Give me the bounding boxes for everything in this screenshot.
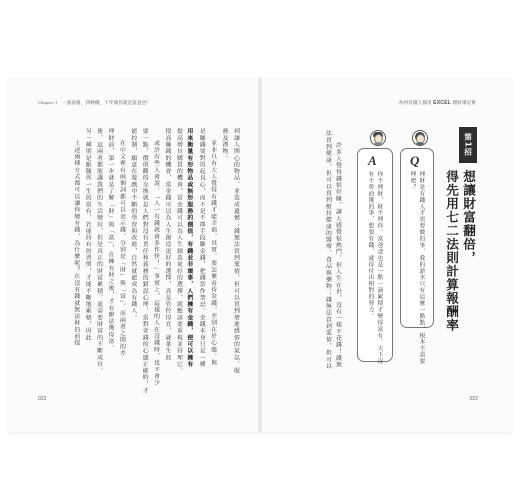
chapter-badge-label: 第1招 <box>463 133 473 157</box>
answer-box <box>357 148 393 365</box>
page-number-right: 022 <box>469 396 478 402</box>
question-text-line-2: 理吧？ <box>408 171 415 191</box>
left-body-line: 理財前，第一步就是了解「財」與「富」，在擁有財之後，才有辦法獲得富。 <box>107 128 113 352</box>
answer-text-line-1: 你不理財，財不理你。富爸爸也是一點一滴累積才變得富有。天下沒 <box>375 171 382 365</box>
section-title-line-1: 想讓財富翻倍， <box>461 170 476 265</box>
left-body-line: 要一點，價值觀的交換就是人們對沒有責任和義務的錯誤心理，當對金錢的心態正確時，才 <box>141 128 148 394</box>
chapter-badge <box>459 127 477 163</box>
left-body-line: 提高增長購買的機會，當金錢可以為人生創造更好的選擇，就應該要重視並管理它。 <box>175 128 182 375</box>
question-avatar-icon <box>412 130 428 146</box>
right-page <box>260 78 512 432</box>
left-body-line: 或許有些人會說：「人一有錢就會多作怪！」事實上，這樣的人在沒錢時，也不會少 <box>152 140 159 387</box>
answer-text-line-2: 有不勞而獲的事，想要有錢，就得付出相對的努力。 <box>366 171 373 320</box>
right-body-line-2: 法買到健康，但可以買到維持健康的醫療、食品與藥物；錢無法買到愛情，但可以 <box>324 130 331 370</box>
book-title-en: EXCEL <box>433 100 451 106</box>
left-body-line: 在中文裡有兩個詞都可以表示錢，分別是「財」與「富」，而兩者之間的差 <box>118 140 125 357</box>
question-text-line-1: 理財是有錢人才需要做的事，我的薪水只有這麼一點點，根本不需要 <box>417 171 424 365</box>
answer-letter: A <box>368 153 377 168</box>
left-body-line: 並非只有大人覺得有錢才能幸福，其實，要怎麼看待金錢，差別在於心態。與 <box>209 140 216 367</box>
left-page <box>8 78 260 432</box>
left-body-line: 另一種則是跟隨你一生的富有，若能持有的習慣，才能不斷地累積，因此 <box>84 128 91 341</box>
left-body-line: 是賺錢要對得起良心，而不是不擇手段賺金錢，把錢當作禁忌。金錢本身只是一種 <box>198 128 205 368</box>
chapter-label: Chapter 1 <box>38 100 58 105</box>
answer-avatar-icon <box>370 130 386 146</box>
book-title-pre: 為何有錢人都用 <box>398 101 432 106</box>
running-head-left <box>38 100 151 106</box>
left-body-line: 用來衡量有形物品或無形服務的價值，有錢並非壞事，人們擁有金錢，便可以擁有 <box>185 128 193 368</box>
running-head-right <box>399 100 476 106</box>
question-box <box>400 148 434 365</box>
left-body-line: 提高賺錢的機會，當金錢可以為人生創造更好的選擇，真是管控得宜，就業生涯 <box>164 128 170 361</box>
chapter-title: 一張表格，四种錢，十年後你就是富爸爸！ <box>61 101 152 106</box>
left-body-line: 務及禮物。 <box>221 128 227 162</box>
page-number-left: 023 <box>38 396 47 402</box>
left-body-line: 後，這兩者都能讓我們的生活變好，但是真正的財富累積，更需要財富的不斷成長。 <box>95 128 102 375</box>
book-spread <box>8 78 512 432</box>
right-body-line-1: 許多人覺得錢很好賺，讓人感覺很熱門，但人生在世，沒有一樣不花錢！錢無 <box>334 142 341 369</box>
section-title-line-2: 得先用七二法則計算報酬率 <box>444 170 459 332</box>
question-letter: Q <box>410 153 420 168</box>
left-body-line: 上述兩種方式都可以讓你變有錢，為什麼呢？在沒有錢就無法財的前提 <box>72 140 79 347</box>
left-body-line: 到讓人開心的物品，並造成遺憾；錢無法買到愛情，但可以買到增進感情的氣氛、服 <box>232 128 239 375</box>
book-title-post: 理財筆記術 <box>452 101 476 106</box>
left-body-line: 能控制，願意在遊戲中不斷的學習與改進，自然就能成為有錢人。 <box>129 128 136 321</box>
